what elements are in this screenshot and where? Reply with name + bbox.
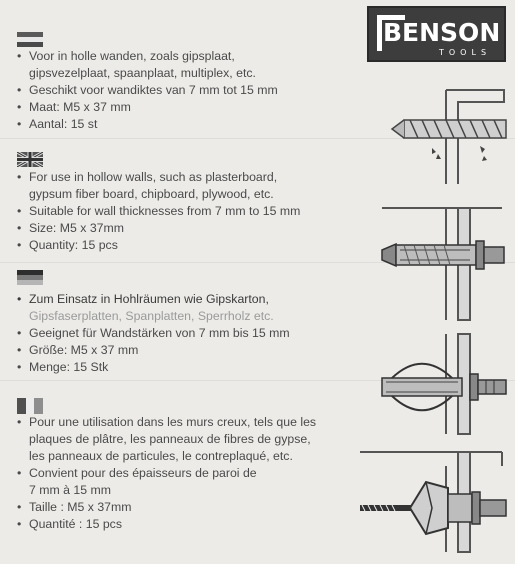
description-line: • Pour une utilisation dans les murs creux, tels que les xyxy=(17,414,362,431)
description-line: • Voor in holle wanden, zoals gipsplaat, xyxy=(17,48,362,65)
description-line: plaques de plâtre, les panneaux de fibres de gypse, xyxy=(29,432,311,446)
flag-stripe xyxy=(17,398,26,414)
logo-brand-name: BENSON xyxy=(383,18,501,47)
description-line: 7 mm à 15 mm xyxy=(29,483,111,497)
description-line: les panneaux de particules, le contreplaqué, etc. xyxy=(29,449,293,463)
step-insert-illustration xyxy=(382,208,504,320)
description-line: • Convient pour des épaisseurs de paroi de xyxy=(17,465,362,482)
germany-flag-icon xyxy=(17,270,43,285)
description-line: • Menge: 15 Stk xyxy=(17,359,362,376)
description-line: gipsvezelplaat, spaanplaat, multiplex, etc. xyxy=(29,66,256,80)
german-description xyxy=(17,291,362,376)
installation-steps-illustration xyxy=(352,84,515,554)
logo-brand-sub: TOOLS xyxy=(439,48,492,57)
description-line: • Size: M5 x 37mm xyxy=(17,220,362,237)
description-line: • Geeignet für Wandstärken von 7 mm bis 15 mm xyxy=(17,325,362,342)
flag-stripe xyxy=(34,398,43,414)
step-expand-illustration xyxy=(382,334,506,434)
description-line: • Maat: M5 x 37 mm xyxy=(17,99,362,116)
description-line: • Taille : M5 x 37mm xyxy=(17,499,362,516)
description-line: • Aantal: 15 st xyxy=(17,116,362,133)
france-flag-icon xyxy=(17,398,43,414)
flag-stripe xyxy=(17,280,43,285)
step-fixed-illustration xyxy=(360,452,506,552)
uk-flag-icon xyxy=(17,152,43,167)
description-line: Gipsfaserplatten, Spanplatten, Sperrholz etc. xyxy=(29,309,274,323)
step-drill-illustration xyxy=(392,90,506,184)
description-line: • Quantity: 15 pcs xyxy=(17,237,362,254)
netherlands-flag-icon xyxy=(17,32,43,47)
description-line: • Größe: M5 x 37 mm xyxy=(17,342,362,359)
description-line: gypsum fiber board, chipboard, plywood, etc. xyxy=(29,187,274,201)
flag-stripe xyxy=(17,42,43,47)
description-line: • For use in hollow walls, such as plasterboard, xyxy=(17,169,362,186)
english-description xyxy=(17,169,362,254)
description-line: • Quantité : 15 pcs xyxy=(17,516,362,533)
description-line: • Zum Einsatz in Hohlräumen wie Gipskarton, xyxy=(17,291,362,308)
description-line: • Suitable for wall thicknesses from 7 mm to 15 mm xyxy=(17,203,362,220)
description-line: • Geschikt voor wandiktes van 7 mm tot 15 mm xyxy=(17,82,362,99)
flag-stripe xyxy=(26,398,35,414)
benson-tools-logo xyxy=(367,6,506,62)
dutch-description xyxy=(17,48,362,133)
french-description xyxy=(17,414,362,533)
